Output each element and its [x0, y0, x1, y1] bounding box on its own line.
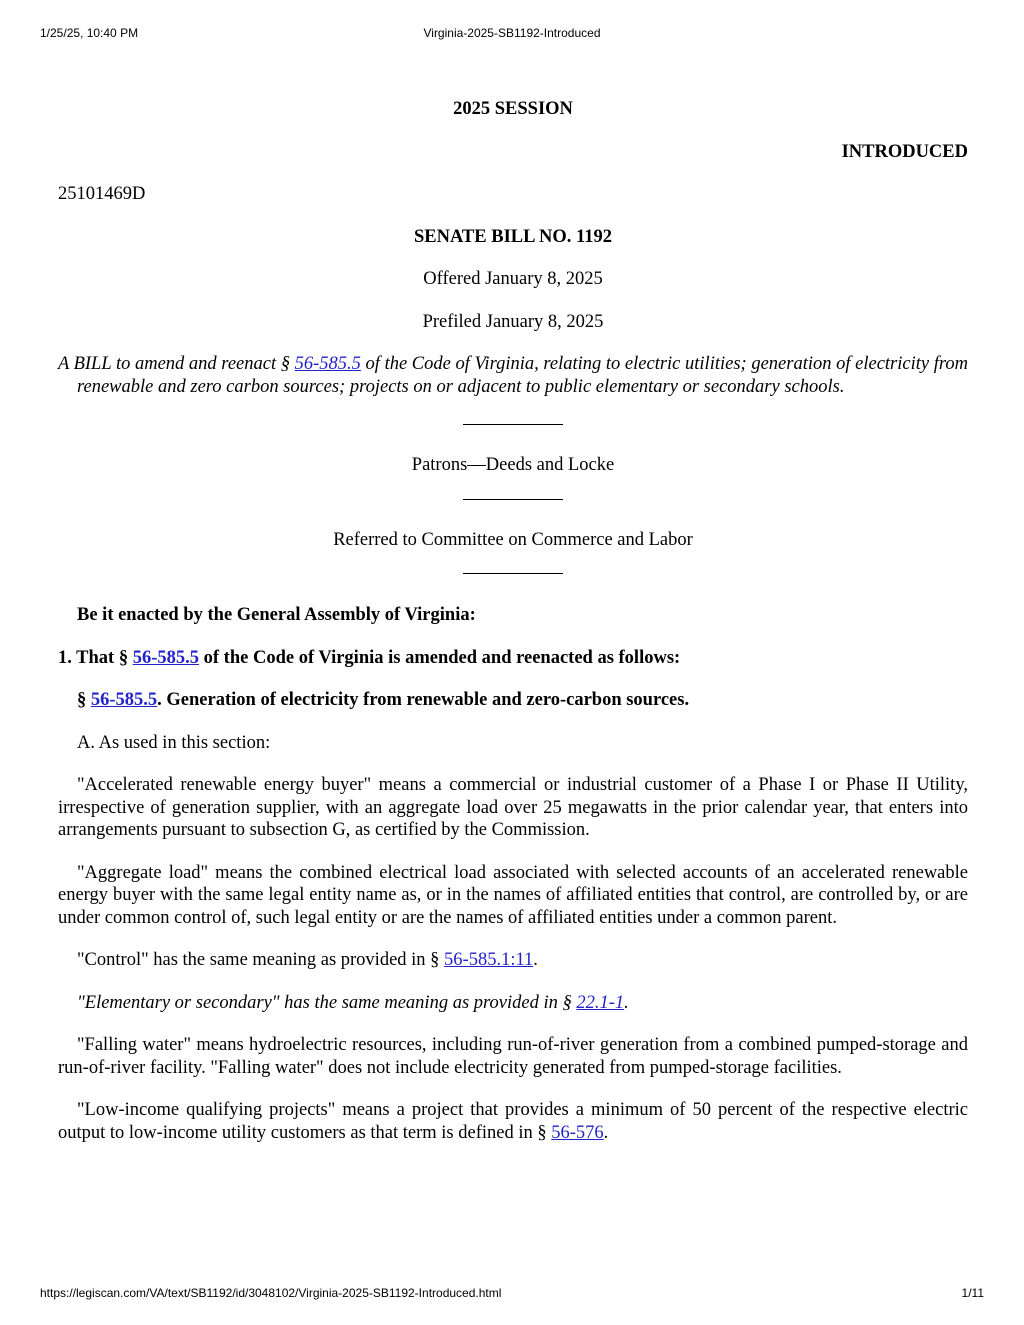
- offered-date: Offered January 8, 2025: [423, 269, 603, 289]
- definition-falling-water: "Falling water" means hydroelectric resources, including run-of-river generation from a combined pumped-storage and run-of-river facility. "Falling water" does not include electricity generated from pumped-storage facilities.: [58, 1035, 968, 1078]
- section-one-code-link[interactable]: 56-585.5: [132, 647, 200, 668]
- page-number: 1/11: [961, 1286, 984, 1300]
- enacting-clause: Be it enacted by the General Assembly of Virginia:: [77, 605, 476, 625]
- elementary-suffix: .: [624, 992, 629, 1013]
- divider-rule: [463, 424, 563, 425]
- patrons-line: Patrons—Deeds and Locke: [411, 455, 615, 475]
- print-title: Virginia-2025-SB1192-Introduced: [423, 26, 601, 40]
- section-one: [58, 647, 968, 670]
- status-heading: INTRODUCED: [841, 141, 968, 162]
- summary-suffix: of the Code of Virginia, relating to electric utilities; generation of electricity from renewable and zero carbon sources; projects on or adjacent to public elementary or secondary schools.: [77, 354, 968, 397]
- divider-rule: [463, 573, 563, 574]
- prefiled-date: Prefiled January 8, 2025: [422, 311, 604, 332]
- referral-line: Referred to Committee on Commerce and Labor: [333, 529, 693, 550]
- bill-document: [58, 98, 968, 1164]
- summary-code-link[interactable]: 56-585.5: [294, 354, 361, 374]
- document-code: 25101469D: [58, 184, 146, 204]
- low-income-code-link[interactable]: 56-576: [551, 1122, 604, 1143]
- low-income-prefix: "Low-income qualifying projects" means a project that provides a minimum of 50 percent of the respective electric output to low-income utility customers as that term is defined in §: [58, 1100, 968, 1143]
- low-income-suffix: .: [603, 1122, 609, 1143]
- control-prefix: "Control" has the same meaning as provided in §: [77, 950, 445, 970]
- section-heading: [58, 689, 968, 712]
- elementary-code-link[interactable]: 22.1-1: [576, 992, 625, 1013]
- subsection-a: A. As used in this section:: [77, 732, 271, 753]
- print-url: https://legiscan.com/VA/text/SB1192/id/3048102/Virginia-2025-SB1192-Introduced.html: [40, 1286, 502, 1300]
- session-heading: 2025 SESSION: [453, 99, 573, 119]
- elementary-prefix: "Elementary or secondary" has the same meaning as provided in §: [77, 992, 577, 1013]
- control-suffix: .: [533, 950, 538, 970]
- bill-summary: [58, 353, 968, 398]
- definition-aggregate-load: "Aggregate load" means the combined electrical load associated with selected accounts of an accelerated renewable energy buyer with the same legal entity name as, or in the names of affiliated entities that control, are controlled by, or are under common control of, such legal entity or are the names of affiliated entities under a common parent.: [58, 862, 968, 928]
- summary-prefix: A BILL to amend and reenact §: [58, 354, 295, 374]
- bill-number: SENATE BILL NO. 1192: [413, 226, 613, 247]
- section-heading-suffix: . Generation of electricity from renewable and zero-carbon sources.: [157, 690, 690, 710]
- definition-control: [58, 949, 968, 972]
- section-heading-prefix: §: [77, 690, 91, 710]
- definition-accelerated-buyer: "Accelerated renewable energy buyer" means a commercial or industrial customer of a Phase I or Phase II Utility, irrespective of generation supplier, with an aggregate load over 25 megawatts in the prior calendar year, that enters into arrangements pursuant to subsection G, as certified by the Commission.: [58, 775, 968, 840]
- definition-low-income-projects: [58, 1099, 968, 1144]
- section-heading-code-link[interactable]: 56-585.5: [90, 690, 158, 710]
- section-one-prefix: 1. That §: [58, 647, 133, 668]
- print-datetime: 1/25/25, 10:40 PM: [40, 26, 139, 40]
- control-code-link[interactable]: 56-585.1:11: [444, 950, 534, 970]
- definition-elementary-secondary: [58, 992, 968, 1015]
- section-one-suffix: of the Code of Virginia is amended and reenacted as follows:: [199, 647, 681, 668]
- divider-rule: [463, 499, 563, 500]
